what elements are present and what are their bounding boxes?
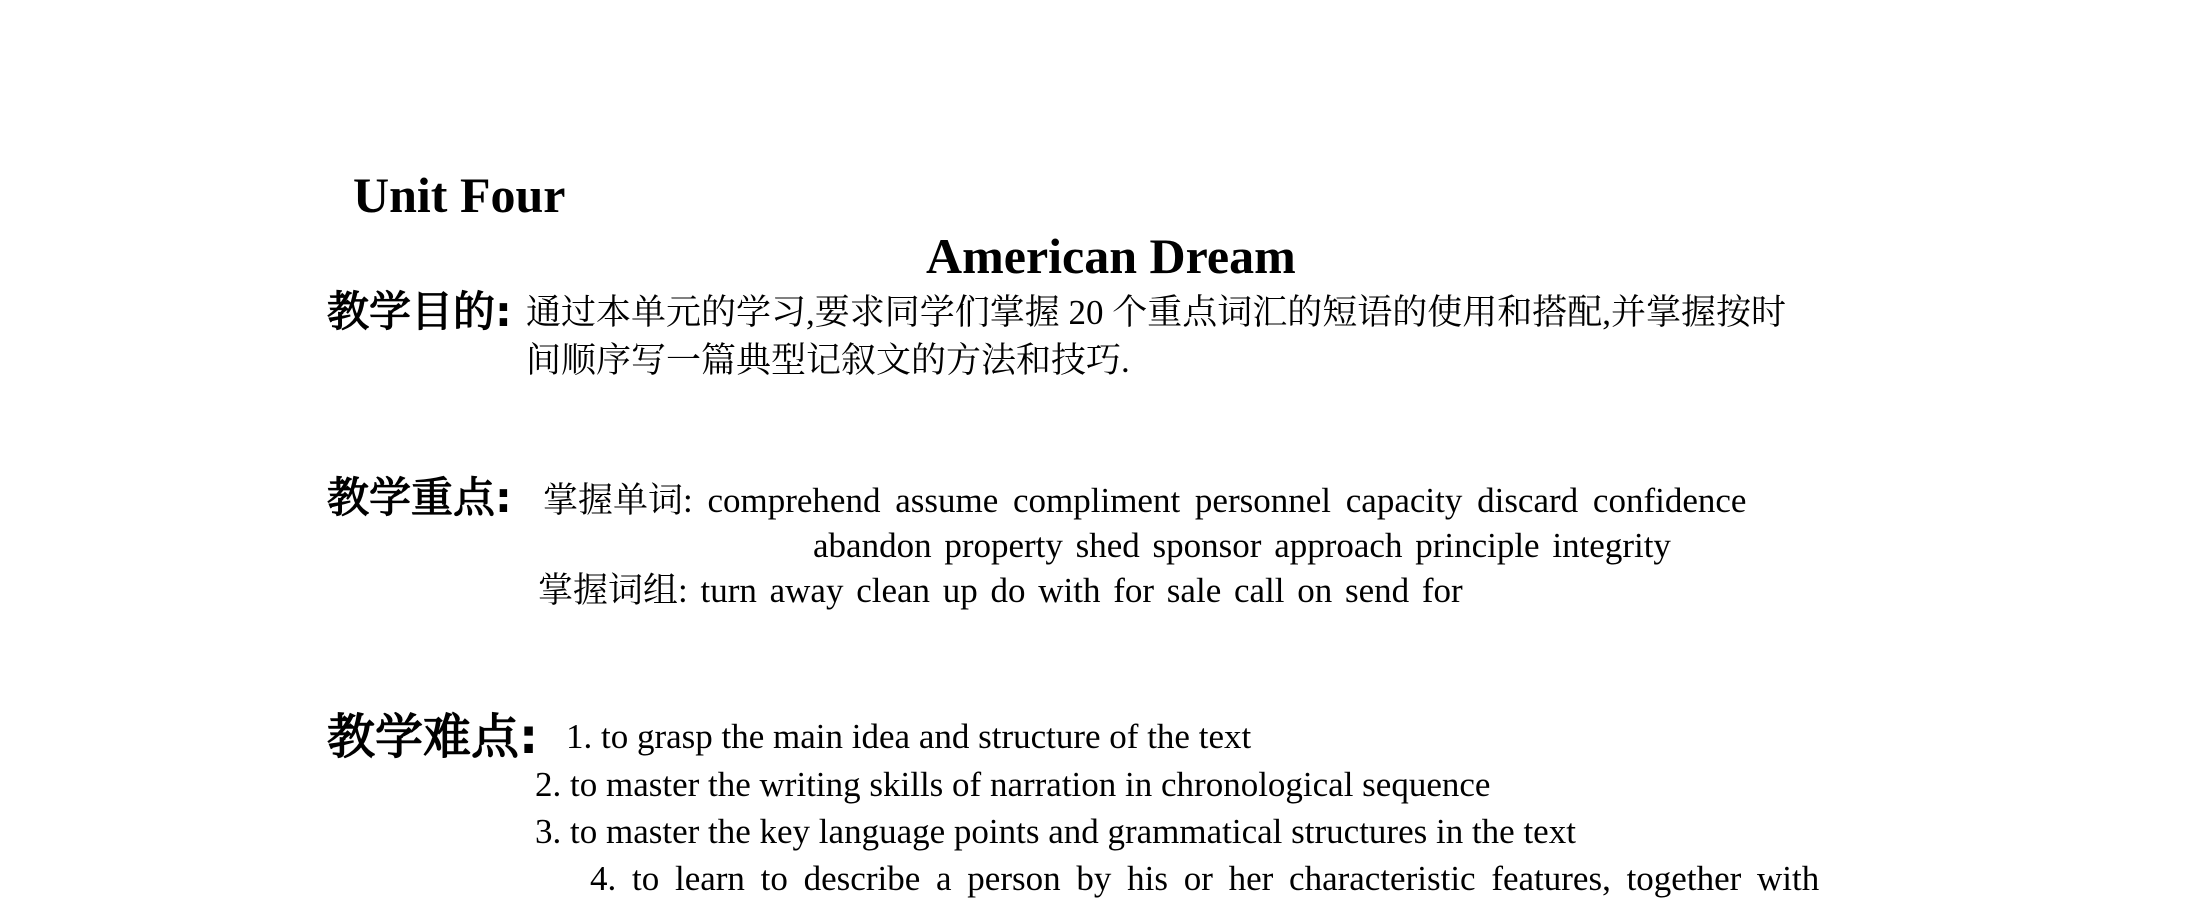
focus-label: 教学重点: (327, 473, 512, 522)
document-title: American Dream (926, 228, 1296, 284)
vocabulary-line-2: abandon property shed sponsor approach principle integrity (813, 526, 1671, 565)
aims-label: 教学目的: (327, 287, 512, 336)
difficulty-item-4: 4. to learn to describe a person by his or her characteristic features, together with (590, 859, 1820, 898)
difficulties-label: 教学难点: (327, 709, 539, 765)
unit-heading: Unit Four (353, 167, 566, 223)
difficulty-item-3: 3. to master the key language points and grammatical structures in the text (535, 812, 1576, 851)
phrases-line: 掌握词组: turn away clean up do with for sale call on send for (538, 571, 1463, 610)
difficulty-item-1: 1. to grasp the main idea and structure of the text (566, 717, 1252, 756)
vocabulary-line-1: 掌握单词: comprehend assume compliment personnel capacity discard confidence (543, 481, 1747, 520)
aims-text-line-2: 间顺序写一篇典型记叙文的方法和技巧. (526, 341, 1130, 380)
aims-text-line-1: 通过本单元的学习,要求同学们掌握 20 个重点词汇的短语的使用和搭配,并掌握按时 (526, 293, 1787, 332)
difficulty-item-2: 2. to master the writing skills of narration in chronological sequence (535, 765, 1491, 804)
